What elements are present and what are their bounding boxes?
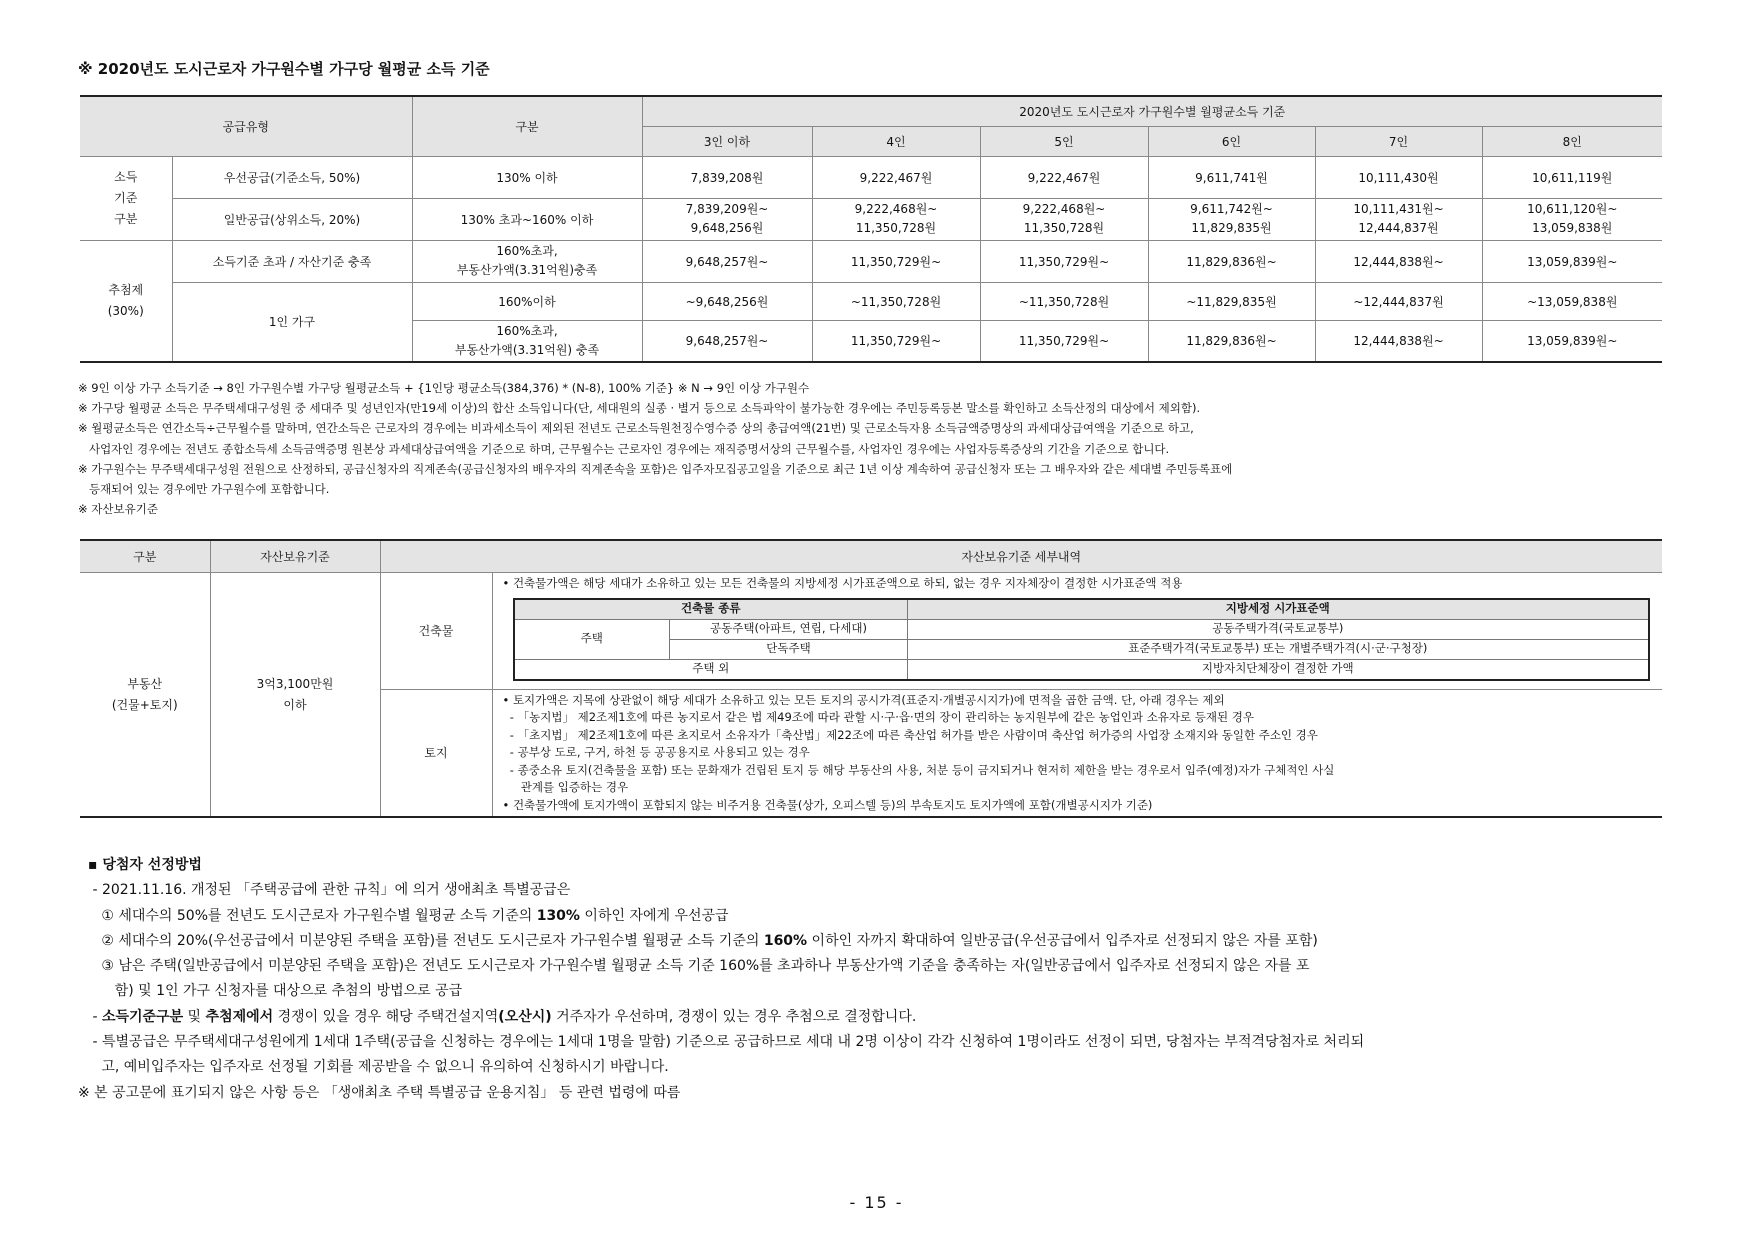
selection-line: - 특별공급은 무주택세대구성원에게 1세대 1주택(공급을 신청하는 경우에는 1세대 1명을 말함) 기준으로 공급하므로 세대 내 2명 이상이 각각 신청하여 1명이라도 선정이 되면, 당첨자는 부적격당첨자로 처리되 bbox=[88, 1034, 1365, 1051]
text-span: 및 bbox=[183, 1008, 206, 1025]
header-col-8: 8인 bbox=[1482, 126, 1662, 156]
header-col-3: 3인 이하 bbox=[642, 126, 812, 156]
value-cell: 11,350,729원~ bbox=[812, 240, 980, 282]
value-cell: 9,648,257원~ bbox=[642, 240, 812, 282]
selection-line bbox=[88, 904, 1688, 929]
text-span: 거주자가 우선하며, 경쟁이 있는 경우 추첨으로 결정합니다. bbox=[551, 1008, 917, 1025]
realty-label: 부동산 (건물+토지) bbox=[80, 573, 210, 818]
inner-header-value: 지방세정 시가표준액 bbox=[908, 599, 1649, 620]
winner-selection-section bbox=[78, 853, 1688, 1106]
single-household-label: 1인 가구 bbox=[172, 282, 412, 362]
page-heading: ※ 2020년도 도시근로자 가구원수별 가구당 월평균 소득 기준 bbox=[78, 60, 490, 78]
land-detail bbox=[492, 689, 1662, 817]
condition-cell: 160%이하 bbox=[412, 282, 642, 320]
asset-header-division: 구분 bbox=[80, 540, 210, 573]
text-span: ② 세대수의 20%(우선공급에서 미분양된 주택을 포함)를 전년도 도시근로자 가구원수별 월평균 소득 기준의 bbox=[88, 932, 764, 949]
asset-header-standard: 자산보유기준 bbox=[210, 540, 380, 573]
note-line: ※ 가구원수는 무주택세대구성원 전원으로 산정하되, 공급신청자의 직계존속(공급신청자의 배우자의 직계존속을 포함)은 입주자모집공고일을 기준으로 최근 1년 이상 계속하여 공급신청자 또는 그 배우자와 같은 세대별 주민등록표에 bbox=[78, 461, 1233, 476]
asset-header-detail: 자산보유기준 세부내역 bbox=[380, 540, 1662, 573]
value-cell: 13,059,839원~ bbox=[1482, 320, 1662, 362]
building-value-cell: 공동주택가격(국토교통부) bbox=[908, 619, 1649, 639]
building-value-cell: 지방자치단체장이 결정한 가액 bbox=[908, 659, 1649, 680]
value-cell: 10,111,431원~ 12,444,837원 bbox=[1315, 198, 1482, 240]
land-line: - 「농지법」 제2조제1호에 따른 농지로서 같은 법 제49조에 따라 관할 시·구·읍·면의 장이 관리하는 농지원부에 같은 농업인과 소유자로 등재된 경우 bbox=[502, 710, 1254, 724]
emphasis-span: (오산시) bbox=[498, 1008, 552, 1025]
condition-cell: 160%초과, 부동산가액(3.31억원)충족 bbox=[412, 240, 642, 282]
emphasis-span: 130% bbox=[536, 907, 580, 924]
table-row bbox=[80, 240, 1662, 282]
value-cell: ~9,648,256원 bbox=[642, 282, 812, 320]
income-notes bbox=[78, 378, 1678, 519]
value-cell: ~11,350,728원 bbox=[980, 282, 1148, 320]
building-kind-cell: 단독주택 bbox=[670, 639, 908, 659]
land-line: • 토지가액은 지목에 상관없이 해당 세대가 소유하고 있는 모든 토지의 공시가격(표준지·개별공시지가)에 면적을 곱한 금액. 단, 아래 경우는 제외 bbox=[502, 692, 1225, 707]
text-span: ① 세대수의 50%를 전년도 도시근로자 가구원수별 월평균 소득 기준의 bbox=[88, 907, 537, 924]
note-line: ※ 9인 이상 가구 소득기준 → 8인 가구원수별 가구당 월평균소득 + {1인당 평균소득(384,376) * (N-8), 100% 기준} ※ N → 9인 이상 가구원수 bbox=[78, 381, 810, 395]
value-cell: ~13,059,838원 bbox=[1482, 282, 1662, 320]
land-line: - 공부상 도로, 구거, 하천 등 공공용지로 사용되고 있는 경우 bbox=[502, 745, 810, 759]
value-cell: 7,839,209원~ 9,648,256원 bbox=[642, 198, 812, 240]
note-line: 등재되어 있는 경우에만 가구원수에 포함합니다. bbox=[78, 482, 330, 497]
building-note: • 건축물가액은 해당 세대가 소유하고 있는 모든 건축물의 지방세정 시가표준액으로 하되, 없는 경우 지자체장이 결정한 시가표준액 적용 bbox=[502, 576, 1183, 590]
land-label: 토지 bbox=[380, 689, 492, 817]
emphasis-span: 소득기준구분 bbox=[101, 1008, 184, 1025]
value-cell: 10,111,430원 bbox=[1315, 156, 1482, 198]
income-standard-table bbox=[80, 95, 1662, 363]
supply-type-cell: 소득기준 초과 / 자산기준 충족 bbox=[172, 240, 412, 282]
land-line: 관계를 입증하는 경우 bbox=[502, 780, 629, 794]
value-cell: 11,350,729원~ bbox=[980, 240, 1148, 282]
building-value-cell: 표준주택가격(국토교통부) 또는 개별주택가격(시·군·구청장) bbox=[908, 639, 1649, 659]
text-span: 이하인 자까지 확대하여 일반공급(우선공급에서 입주자로 선정되지 않은 자를 포함) bbox=[807, 932, 1318, 949]
supply-type-cell: 일반공급(상위소득, 20%) bbox=[172, 198, 412, 240]
selection-line bbox=[88, 929, 1688, 954]
value-cell: 11,350,729원~ bbox=[812, 320, 980, 362]
value-cell: 9,222,467원 bbox=[812, 156, 980, 198]
text-span: 이하인 자에게 우선공급 bbox=[579, 907, 729, 924]
value-cell: ~11,350,728원 bbox=[812, 282, 980, 320]
housing-label: 주택 bbox=[514, 619, 670, 659]
land-line: - 「초지법」 제2조제1호에 따른 초지로서 소유자가「축산법」제22조에 따른 축산업 허가를 받은 사람이며 축산업 허가증의 사업장 소재지와 동일한 주소인 경우 bbox=[502, 727, 1318, 742]
selection-line: 함) 및 1인 가구 신청자를 대상으로 추첨의 방법으로 공급 bbox=[88, 983, 463, 1000]
note-line: ※ 월평균소득은 연간소득÷근무월수를 말하며, 연간소득은 근로자의 경우에는 비과세소득이 제외된 전년도 근로소득원천징수영수증 상의 총급여액(21번) 및 근로소득자용 소득금액증명상의 과세대상급여액을 기준으로 하고, bbox=[78, 421, 1194, 436]
note-line: 사업자인 경우에는 전년도 종합소득세 소득금액증명 원본상 과세대상급여액을 기준으로 하며, 근무월수는 근로자인 경우에는 재직증명서상의 근무월수를, 사업자인 경우에는 사업자등록증상의 기간을 기준으로 합니다. bbox=[78, 441, 1170, 456]
value-cell: 9,222,468원~ 11,350,728원 bbox=[980, 198, 1148, 240]
section-title: ▪ 당첨자 선정방법 bbox=[88, 857, 202, 873]
header-col-7: 7인 bbox=[1315, 126, 1482, 156]
asset-standard-table bbox=[80, 539, 1662, 818]
building-kind-cell: 주택 외 bbox=[514, 659, 908, 680]
header-col-5: 5인 bbox=[980, 126, 1148, 156]
page-number: - 15 - bbox=[849, 1193, 904, 1212]
inner-header-kind: 건축물 종류 bbox=[514, 599, 908, 620]
building-kind-cell: 공동주택(아파트, 연립, 다세대) bbox=[670, 619, 908, 639]
building-value-table bbox=[513, 598, 1650, 681]
value-cell: 9,648,257원~ bbox=[642, 320, 812, 362]
asset-amount: 3억3,100만원 이하 bbox=[210, 573, 380, 818]
lottery-group-label: 추첨제 (30%) bbox=[80, 240, 172, 362]
note-line: ※ 가구당 월평균 소득은 무주택세대구성원 중 세대주 및 성년인자(만19세 이상)의 합산 소득입니다(단, 세대원의 실종 · 별거 등으로 소득파악이 불가능한 경우에는 주민등록등본 말소를 확인하고 소득산정의 대상에서 제외함). bbox=[78, 401, 1201, 416]
table-row bbox=[80, 282, 1662, 320]
header-col-4: 4인 bbox=[812, 126, 980, 156]
value-cell: 11,829,836원~ bbox=[1148, 240, 1315, 282]
header-col-6: 6인 bbox=[1148, 126, 1315, 156]
value-cell: 9,222,468원~ 11,350,728원 bbox=[812, 198, 980, 240]
selection-line bbox=[88, 1005, 1688, 1030]
header-division: 구분 bbox=[412, 96, 642, 156]
value-cell: 9,222,467원 bbox=[980, 156, 1148, 198]
value-cell: ~11,829,835원 bbox=[1148, 282, 1315, 320]
building-detail bbox=[492, 573, 1662, 690]
value-cell: 12,444,838원~ bbox=[1315, 320, 1482, 362]
condition-cell: 130% 초과~160% 이하 bbox=[412, 198, 642, 240]
value-cell: 10,611,119원 bbox=[1482, 156, 1662, 198]
condition-cell: 130% 이하 bbox=[412, 156, 642, 198]
emphasis-span: 추첨제에서 bbox=[205, 1008, 274, 1025]
land-line: - 종중소유 토지(건축물을 포함) 또는 문화재가 건립된 토지 등 해당 부동산의 사용, 처분 등이 금지되거나 현저히 제한을 받는 경우로서 입주(예정)자가 구체적인 사실 bbox=[502, 762, 1335, 777]
selection-line: 고, 예비입주자는 입주자로 선정될 기회를 제공받을 수 없으니 유의하여 신청하시기 바랍니다. bbox=[88, 1059, 669, 1076]
text-span: 경쟁이 있을 경우 해당 주택건설지역 bbox=[273, 1008, 499, 1025]
value-cell: 10,611,120원~ 13,059,838원 bbox=[1482, 198, 1662, 240]
value-cell: 11,829,836원~ bbox=[1148, 320, 1315, 362]
land-line: • 건축물가액에 토지가액이 포함되지 않는 비주거용 건축물(상가, 오피스텔 등)의 부속토지도 토지가액에 포함(개별공시지가 기준) bbox=[502, 797, 1153, 812]
value-cell: 9,611,742원~ 11,829,835원 bbox=[1148, 198, 1315, 240]
income-group-label: 소득 기준 구분 bbox=[80, 156, 172, 240]
value-cell: 12,444,838원~ bbox=[1315, 240, 1482, 282]
selection-line: - 2021.11.16. 개정된 「주택공급에 관한 규칙」에 의거 생애최초 특별공급은 bbox=[88, 882, 571, 899]
text-span: - bbox=[88, 1008, 102, 1025]
header-income-standard: 2020년도 도시근로자 가구원수별 월평균소득 기준 bbox=[642, 96, 1662, 126]
condition-cell: 160%초과, 부동산가액(3.31억원) 충족 bbox=[412, 320, 642, 362]
selection-line: ③ 남은 주택(일반공급에서 미분양된 주택을 포함)은 전년도 도시근로자 가구원수별 월평균 소득 기준 160%를 초과하나 부동산가액 기준을 충족하는 자(일반공급에서 입주자로 선정되지 않은 자를 포 bbox=[88, 958, 1310, 975]
note-line: ※ 자산보유기준 bbox=[78, 502, 158, 517]
supply-type-cell: 우선공급(기준소득, 50%) bbox=[172, 156, 412, 198]
building-label: 건축물 bbox=[380, 573, 492, 690]
value-cell: ~12,444,837원 bbox=[1315, 282, 1482, 320]
emphasis-span: 160% bbox=[763, 932, 808, 949]
header-supply-type: 공급유형 bbox=[80, 96, 412, 156]
value-cell: 9,611,741원 bbox=[1148, 156, 1315, 198]
table-row bbox=[80, 156, 1662, 198]
value-cell: 13,059,839원~ bbox=[1482, 240, 1662, 282]
selection-line: ※ 본 공고문에 표기되지 않은 사항 등은 「생애최초 주택 특별공급 운용지침」 등 관련 법령에 따름 bbox=[78, 1084, 681, 1101]
value-cell: 7,839,208원 bbox=[642, 156, 812, 198]
table-row bbox=[80, 198, 1662, 240]
value-cell: 11,350,729원~ bbox=[980, 320, 1148, 362]
